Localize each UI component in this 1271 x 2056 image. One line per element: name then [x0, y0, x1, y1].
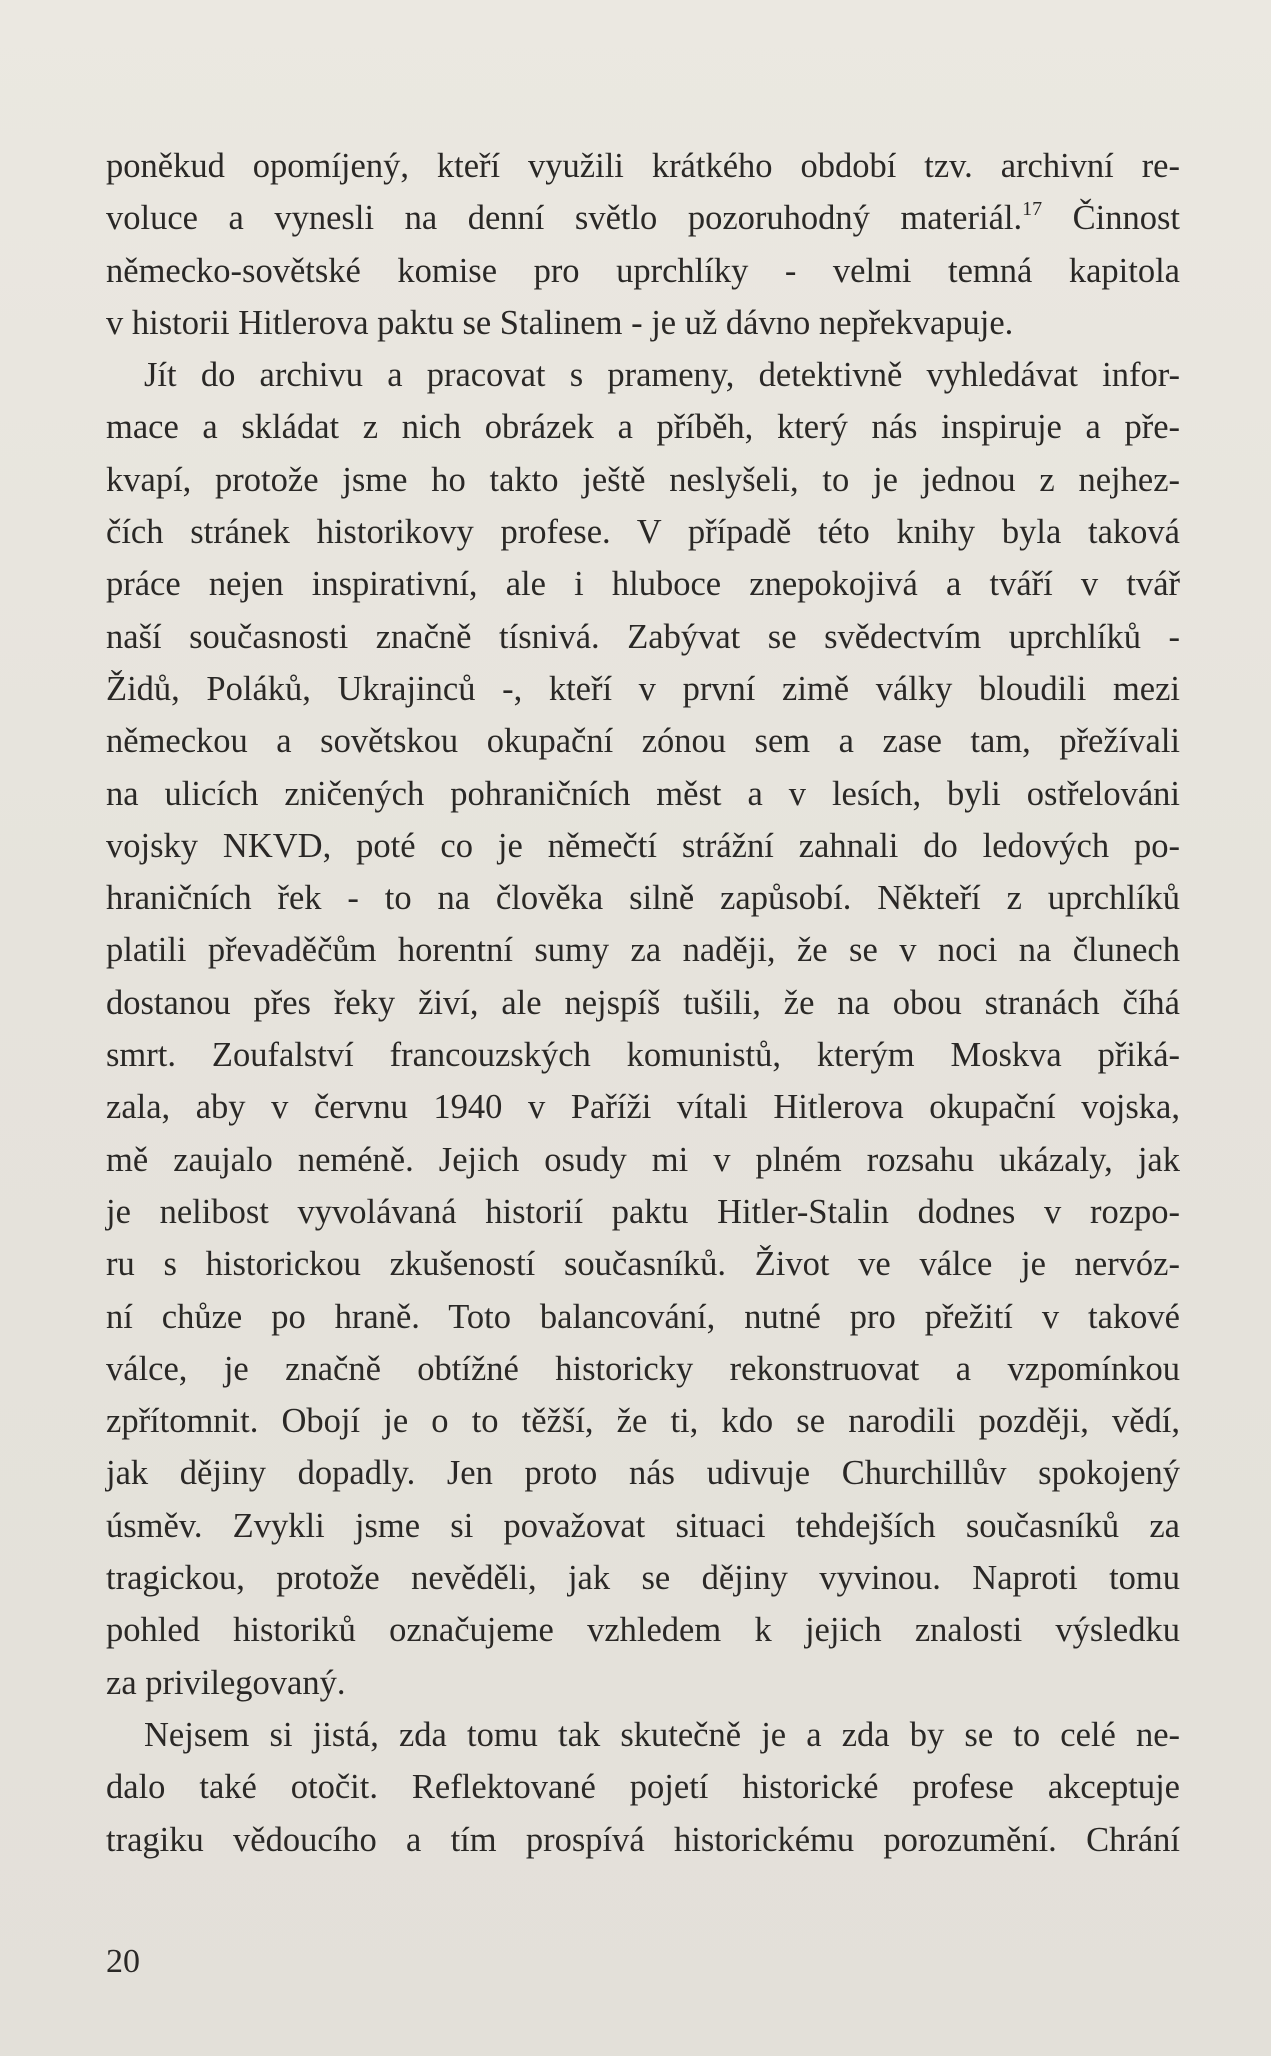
text-line: válce, je značně obtížné historicky rekonstruovat a vzpomínkou [106, 1349, 1180, 1388]
text-line: platili převaděčům horentní sumy za naději, že se v noci na člunech [106, 931, 1180, 970]
text-line: dalo také otočit. Reflektované pojetí historické profese akceptuje [106, 1768, 1180, 1807]
text-line: mě zaujalo neméně. Jejich osudy mi v plném rozsahu ukázaly, jak [106, 1140, 1180, 1179]
text-line: naší současnosti značně tísnivá. Zabývat se svědectvím uprchlíků - [106, 617, 1180, 656]
text-line: Jít do archivu a pracovat s prameny, detektivně vyhledávat infor- [144, 356, 1180, 395]
text-line: Židů, Poláků, Ukrajinců -, kteří v první zimě války bloudili mezi [106, 669, 1180, 708]
text-line: německo-sovětské komise pro uprchlíky - velmi temná kapitola [106, 251, 1180, 290]
text-line: kvapí, protože jsme ho takto ještě neslyšeli, to je jednou z nejhez- [106, 460, 1180, 499]
text-line: v historii Hitlerova paktu se Stalinem - je už dávno nepřekvapuje. [106, 303, 1014, 342]
text-line: práce nejen inspirativní, ale i hluboce znepokojivá a tváří v tvář [106, 565, 1180, 604]
text-line: německou a sovětskou okupační zónou sem a zase tam, přežívali [106, 722, 1180, 761]
text-line-start: voluce a vynesli na denní světlo pozoruhodný materiál. [106, 199, 1023, 238]
text-line-with-footnote [106, 192, 1180, 244]
text-line: zala, aby v červnu 1940 v Paříži vítali Hitlerova okupační vojska, [106, 1088, 1180, 1127]
text-line: dostanou přes řeky živí, ale nejspíš tušili, že na obou stranách číhá [106, 983, 1180, 1022]
text-line: hraničních řek - to na člověka silně zapůsobí. Někteří z uprchlíků [106, 879, 1180, 918]
text-line: vojsky NKVD, poté co je němečtí strážní zahnali do ledových po- [106, 826, 1180, 865]
text-line: ní chůze po hraně. Toto balancování, nutné pro přežití v takové [106, 1297, 1180, 1336]
text-line-end: Činnost [1042, 199, 1181, 238]
text-line: tragickou, protože nevěděli, jak se dějiny vyvinou. Naproti tomu [106, 1559, 1180, 1598]
text-line: jak dějiny dopadly. Jen proto nás udivuje Churchillův spokojený [106, 1454, 1180, 1493]
text-line: na ulicích zničených pohraničních měst a v lesích, byli ostřelováni [106, 774, 1180, 813]
text-line: je nelibost vyvolávaná historií paktu Hitler-Stalin dodnes v rozpo- [106, 1192, 1180, 1231]
footnote-reference: 17 [1022, 198, 1043, 221]
text-line: tragiku vědoucího a tím prospívá historickému porozumění. Chrání [106, 1820, 1180, 1859]
text-line: za privilegovaný. [106, 1663, 346, 1702]
text-line: Nejsem si jistá, zda tomu tak skutečně je a zda by se to celé ne- [144, 1715, 1180, 1754]
text-line: ru s historickou zkušeností současníků. Život ve válce je nervóz- [106, 1245, 1180, 1284]
text-line: mace a skládat z nich obrázek a příběh, který nás inspiruje a pře- [106, 408, 1180, 447]
text-line: smrt. Zoufalství francouzských komunistů, kterým Moskva přiká- [106, 1036, 1180, 1075]
text-line: poněkud opomíjený, kteří využili krátkého období tzv. archivní re- [106, 147, 1180, 185]
page-number: 20 [106, 1943, 140, 1980]
body-text [106, 140, 1180, 1866]
text-line: zpřítomnit. Obojí je o to těžší, že ti, kdo se narodili později, vědí, [106, 1402, 1180, 1441]
text-line: úsměv. Zvykli jsme si považovat situaci tehdejších současníků za [106, 1506, 1180, 1545]
text-line: čích stránek historikovy profese. V případě této knihy byla taková [106, 513, 1180, 552]
text-line: pohled historiků označujeme vzhledem k jejich znalosti výsledku [106, 1611, 1180, 1650]
